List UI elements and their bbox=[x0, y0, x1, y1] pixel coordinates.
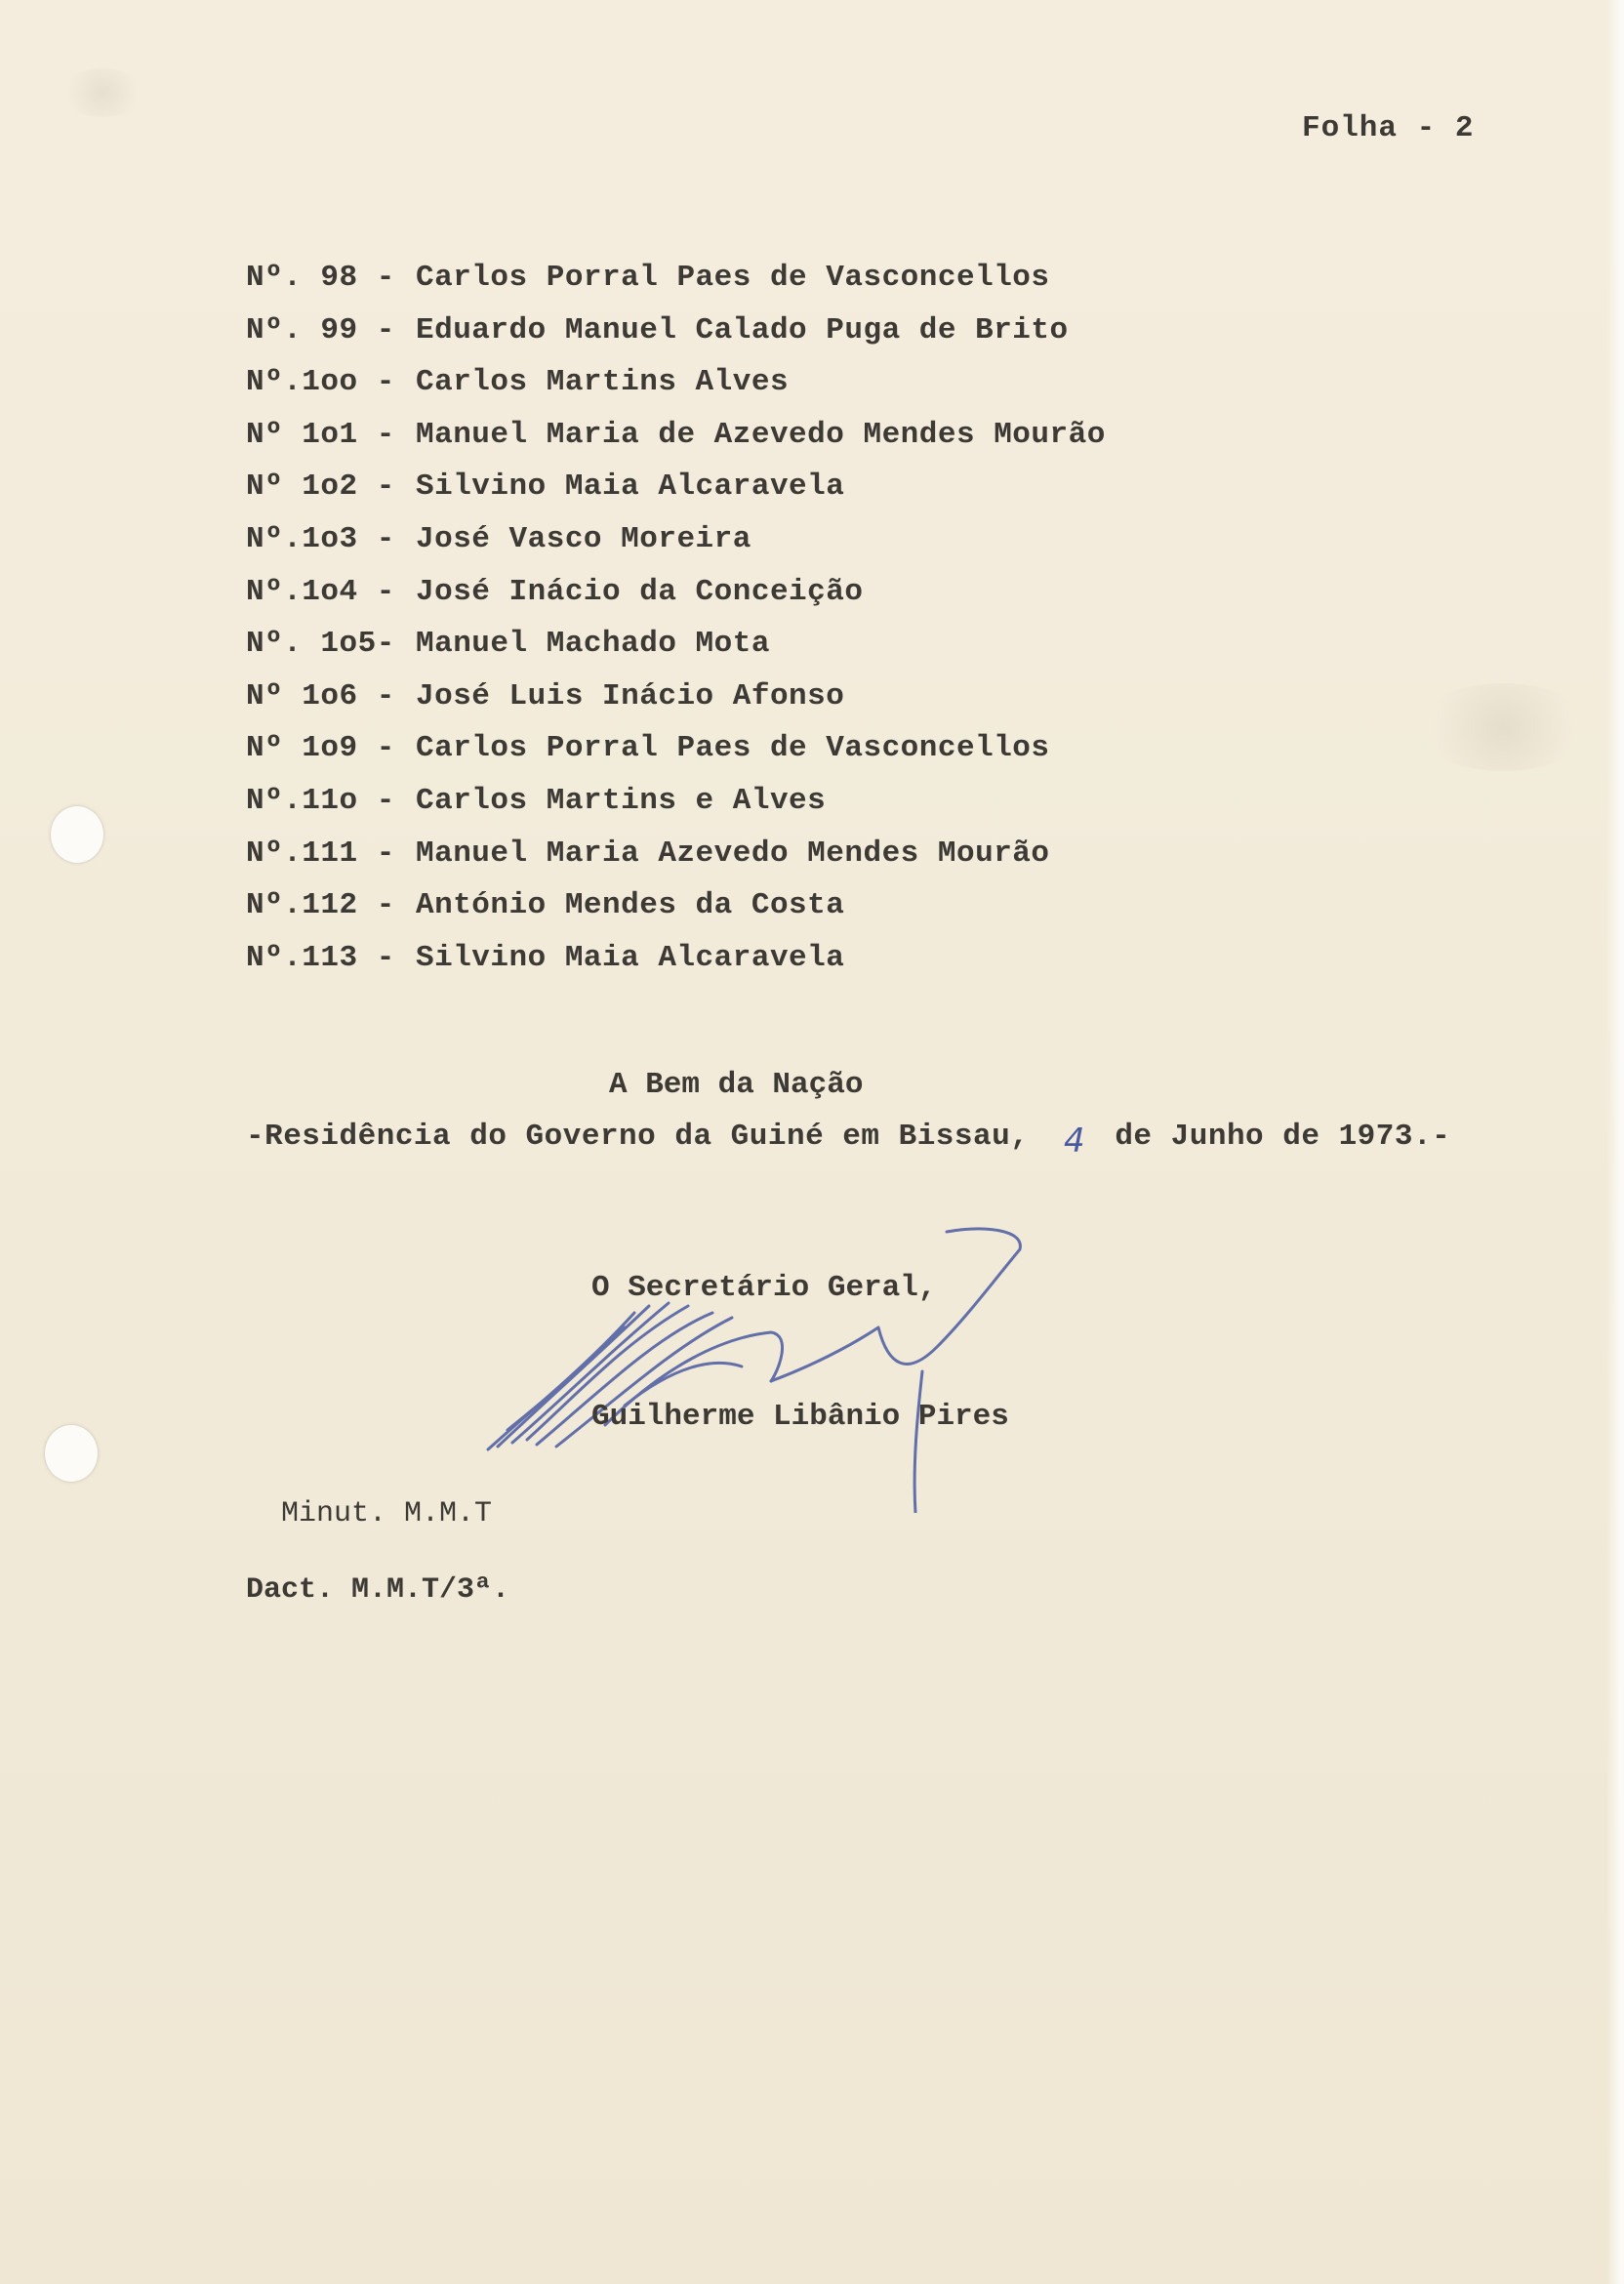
entry-number: Nº 1o1 - bbox=[246, 417, 395, 452]
list-item bbox=[246, 932, 1106, 985]
entry-name: Carlos Porral Paes de Vasconcellos bbox=[416, 261, 1050, 295]
list-item bbox=[246, 722, 1106, 775]
entry-name: José Inácio da Conceição bbox=[416, 574, 864, 609]
entry-name: José Luis Inácio Afonso bbox=[416, 678, 845, 714]
list-item bbox=[246, 513, 1106, 566]
secretary-title: O Secretário Geral, bbox=[591, 1271, 937, 1305]
entry-number: Nº 1o9 - bbox=[246, 731, 395, 766]
list-item bbox=[246, 566, 1106, 619]
minutes-reference: Minut. M.M.T bbox=[281, 1497, 493, 1530]
place-text: -Residência do Governo da Guiné em Bissau, bbox=[246, 1120, 1030, 1154]
entry-number: Nº 1o6 - bbox=[246, 678, 395, 714]
folio-number: Folha - 2 bbox=[1302, 111, 1475, 145]
entry-number: Nº. 99 - bbox=[246, 312, 395, 347]
entry-name: António Mendes da Costa bbox=[416, 888, 845, 923]
list-item bbox=[246, 879, 1106, 932]
date-text: de Junho de 1973.- bbox=[1115, 1120, 1451, 1154]
entry-number: Nº.11o - bbox=[246, 783, 395, 818]
paper-stain bbox=[59, 68, 146, 117]
entry-number: Nº. 1o5- bbox=[246, 627, 395, 662]
list-item bbox=[246, 461, 1106, 513]
punch-hole bbox=[51, 806, 103, 863]
entry-number: Nº.111 - bbox=[246, 836, 395, 871]
entry-name: Silvino Maia Alcaravela bbox=[416, 469, 845, 505]
entry-name: Eduardo Manuel Calado Puga de Brito bbox=[416, 312, 1069, 347]
entry-number: Nº.1o3 - bbox=[246, 521, 395, 556]
entry-number: Nº. 98 - bbox=[246, 261, 395, 295]
entry-number: Nº.1oo - bbox=[246, 365, 395, 400]
entry-name: Manuel Machado Mota bbox=[416, 627, 770, 662]
handwritten-signature bbox=[478, 1220, 1044, 1513]
handwritten-day: 4 bbox=[1064, 1122, 1085, 1161]
entry-name: Carlos Martins Alves bbox=[416, 365, 790, 400]
entry-number: Nº.112 - bbox=[246, 888, 395, 923]
punch-hole bbox=[45, 1425, 98, 1482]
list-item bbox=[246, 252, 1106, 305]
list-item bbox=[246, 618, 1106, 671]
entry-number: Nº.113 - bbox=[246, 940, 395, 975]
entry-name: Carlos Martins e Alves bbox=[416, 783, 827, 818]
place-and-date bbox=[246, 1120, 1450, 1154]
list-item bbox=[246, 356, 1106, 409]
signer-name: Guilherme Libânio Pires bbox=[591, 1400, 1009, 1434]
list-item bbox=[246, 305, 1106, 357]
list-item bbox=[246, 828, 1106, 880]
typist-reference: Dact. M.M.T/3ª. bbox=[246, 1573, 510, 1607]
closing-salutation: A Bem da Nação bbox=[609, 1068, 864, 1102]
paper-stain bbox=[1415, 683, 1591, 771]
entry-number: Nº 1o2 - bbox=[246, 469, 395, 505]
entry-name: Manuel Maria de Azevedo Mendes Mourão bbox=[416, 417, 1106, 452]
entry-name: José Vasco Moreira bbox=[416, 521, 751, 556]
appointment-list bbox=[246, 252, 1106, 984]
list-item bbox=[246, 409, 1106, 462]
entry-name: Carlos Porral Paes de Vasconcellos bbox=[416, 731, 1050, 766]
list-item bbox=[246, 775, 1106, 828]
list-item bbox=[246, 671, 1106, 723]
entry-number: Nº.1o4 - bbox=[246, 574, 395, 609]
entry-name: Silvino Maia Alcaravela bbox=[416, 940, 845, 975]
entry-name: Manuel Maria Azevedo Mendes Mourão bbox=[416, 836, 1050, 871]
